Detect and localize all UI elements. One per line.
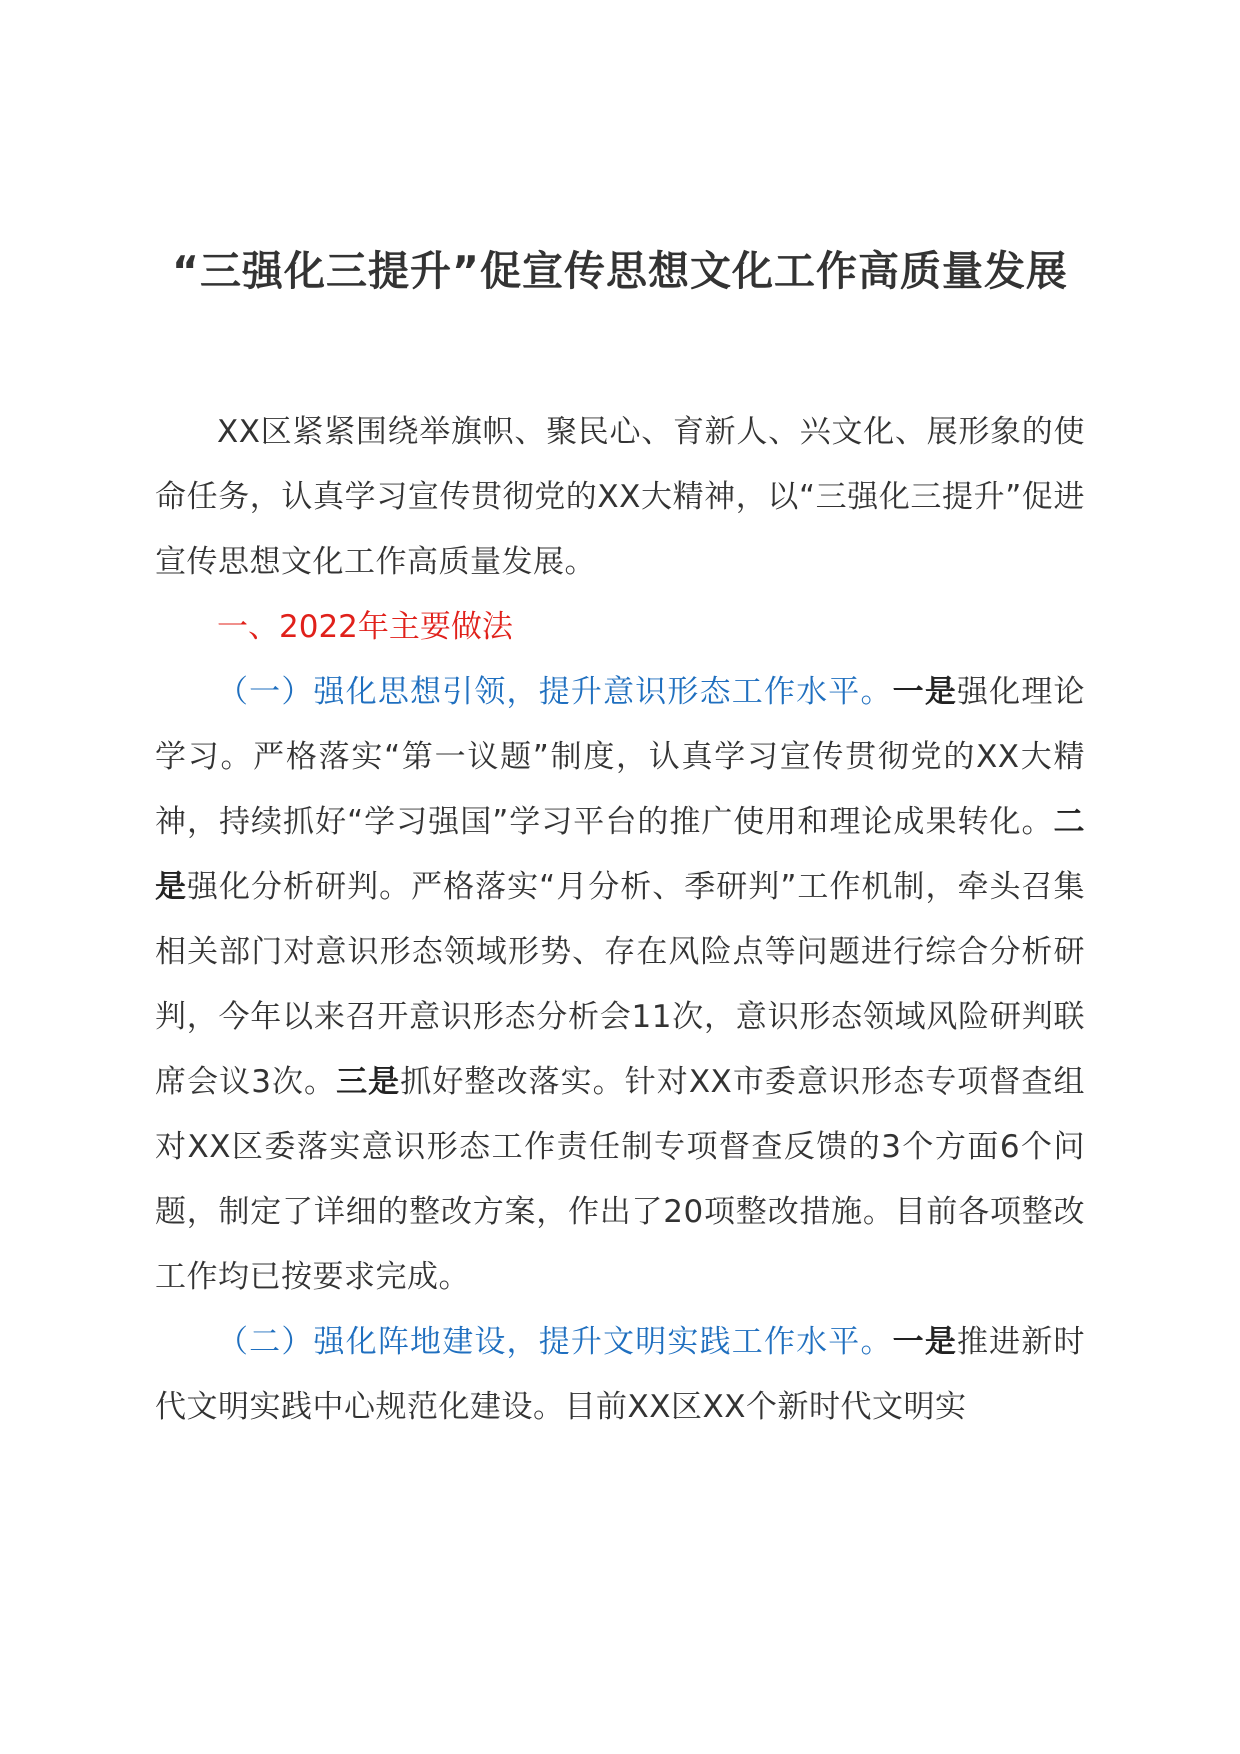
- intro-paragraph: XX区紧紧围绕举旗帜、聚民心、育新人、兴文化、展形象的使命任务，认真学习宣传贯彻党的XX大精神，以“三强化三提升”促进宣传思想文化工作高质量发展。: [155, 414, 1085, 580]
- document-title: “三强化三提升”促宣传思想文化工作高质量发展: [172, 247, 1068, 295]
- point-2-text: 强化分析研判。严格落实“月分析、季研判”工作机制，牵头召集相关部门对意识形态领域形势、存在风险点等问题进行综合分析研判，今年以来召开意识形态分析会11次，意识形态领域风险研判联席会议3次。: [155, 869, 1085, 1100]
- point-1-lead: 一是: [892, 674, 957, 710]
- section-heading: 一、2022年主要做法: [217, 609, 513, 645]
- point-3-text: 抓好整改落实。针对XX市委意识形态专项督查组对XX区委落实意识形态工作责任制专项督查反馈的3个方面6个问题，制定了详细的整改方案，作出了20项整改措施。目前各项整改工作均已按要求完成。: [155, 1064, 1085, 1295]
- subsection-2-paragraph: [155, 1310, 1085, 1440]
- point-3-lead: 三是: [336, 1064, 401, 1100]
- subsection-1-heading: （一）强化思想引领，提升意识形态工作水平。: [217, 674, 893, 710]
- sub2-point-1-lead: 一是: [892, 1324, 957, 1360]
- point-2-lead: 二是: [155, 804, 1085, 905]
- subsection-1-paragraph: [155, 660, 1085, 1310]
- subsection-2-heading: （二）强化阵地建设，提升文明实践工作水平。: [217, 1324, 893, 1360]
- document-body: [155, 400, 1085, 1440]
- point-1-text: 强化理论学习。严格落实“第一议题”制度，认真学习宣传贯彻党的XX大精神，持续抓好“学习强国”学习平台的推广使用和理论成果转化。: [155, 674, 1086, 840]
- sub2-point-1-text: 推进新时代文明实践中心规范化建设。目前XX区XX个新时代文明实: [155, 1324, 1086, 1425]
